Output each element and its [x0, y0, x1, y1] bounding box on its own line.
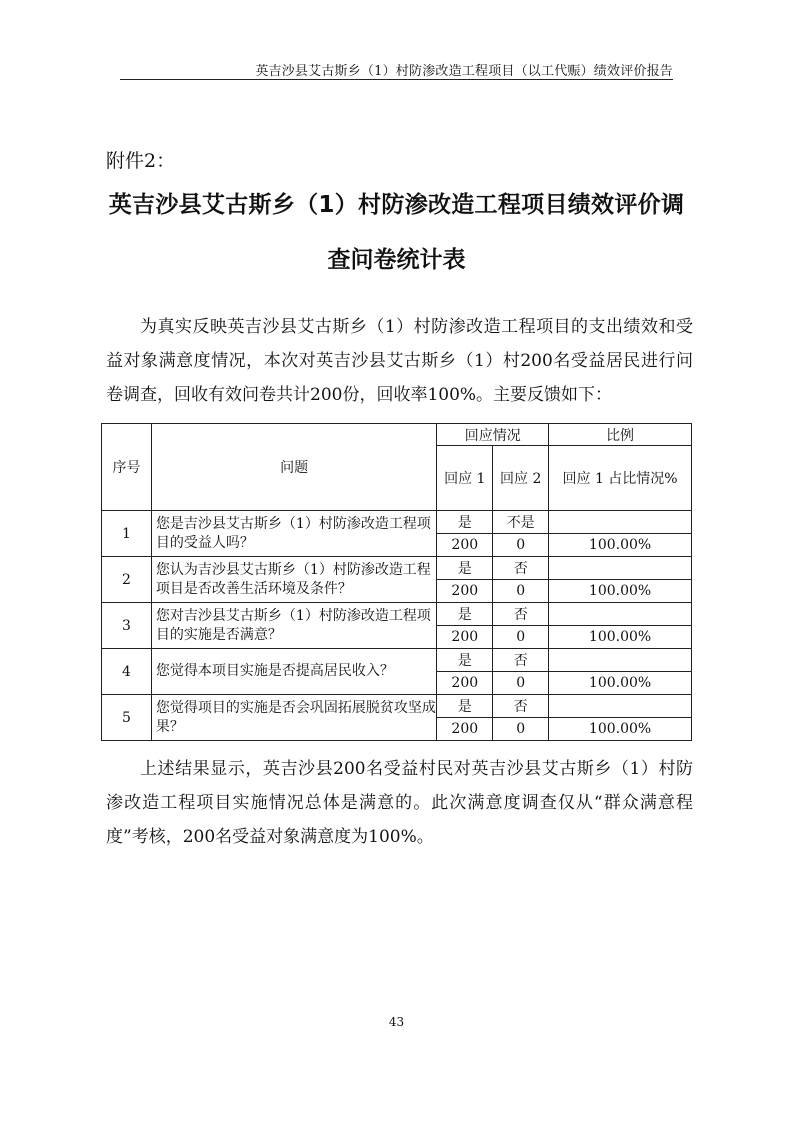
header-seq: 序号: [102, 424, 152, 511]
document-title-line-1: 英吉沙县艾古斯乡（1）村防渗改造工程项目绩效评价调: [108, 192, 685, 218]
table-row: [102, 557, 692, 580]
row-response-1-label: 是: [437, 649, 493, 672]
conclusion-paragraph: 上述结果显示，英吉沙县200名受益村民对英吉沙县艾古斯乡（1）村防渗改造工程项目实施情况总体是满意的。此次满意度调查仅从“群众满意程度”考核，200名受益对象满意度为100%。: [106, 759, 693, 847]
row-question: 您觉得项目的实施是否会巩固拓展脱贫攻坚成果？: [151, 695, 436, 741]
header-divider: [120, 79, 673, 80]
row-seq: 3: [102, 603, 152, 649]
row-ratio-blank: [549, 511, 692, 534]
row-question: 您觉得本项目实施是否提高居民收入？: [151, 649, 436, 695]
page-number: 43: [388, 1015, 405, 1029]
row-response-2-count: 0: [493, 580, 549, 603]
row-response-2-label: 否: [493, 649, 549, 672]
header-response-1: 回应 1: [437, 446, 493, 511]
row-ratio-value: 100.00%: [549, 626, 692, 649]
row-response-2-label: 不是: [493, 511, 549, 534]
running-header: 英吉沙县艾古斯乡（1）村防渗改造工程项目（以工代赈）绩效评价报告: [255, 64, 673, 79]
header-question: 问题: [151, 424, 436, 511]
row-response-1-label: 是: [437, 603, 493, 626]
row-response-1-count: 200: [437, 718, 493, 741]
row-response-1-label: 是: [437, 695, 493, 718]
row-response-2-count: 0: [493, 626, 549, 649]
survey-table: [101, 423, 692, 741]
document-title-line-2: 查问卷统计表: [327, 247, 466, 273]
row-response-2-label: 否: [493, 695, 549, 718]
appendix-label: 附件2：: [106, 150, 176, 172]
row-response-2-label: 否: [493, 603, 549, 626]
row-ratio-value: 100.00%: [549, 534, 692, 557]
row-seq: 1: [102, 511, 152, 557]
row-seq: 4: [102, 649, 152, 695]
row-ratio-blank: [549, 603, 692, 626]
row-ratio-value: 100.00%: [549, 580, 692, 603]
row-question: 您对吉沙县艾古斯乡（1）村防渗改造工程项目的实施是否满意？: [151, 603, 436, 649]
table-row: [102, 603, 692, 626]
header-ratio: 比例: [549, 424, 692, 446]
row-response-1-count: 200: [437, 672, 493, 695]
table-row: [102, 511, 692, 534]
row-question: 您认为吉沙县艾古斯乡（1）村防渗改造工程项目是否改善生活环境及条件？: [151, 557, 436, 603]
table-row: [102, 649, 692, 672]
row-response-1-label: 是: [437, 557, 493, 580]
row-response-2-count: 0: [493, 718, 549, 741]
header-ratio-detail: 回应 1 占比情况%: [549, 446, 692, 511]
row-ratio-value: 100.00%: [549, 718, 692, 741]
row-seq: 2: [102, 557, 152, 603]
row-response-2-count: 0: [493, 672, 549, 695]
row-response-2-label: 否: [493, 557, 549, 580]
row-ratio-blank: [549, 649, 692, 672]
header-response-2: 回应 2: [493, 446, 549, 511]
table-header-row: [102, 424, 692, 446]
table-row: [102, 695, 692, 718]
row-response-1-label: 是: [437, 511, 493, 534]
row-response-1-count: 200: [437, 534, 493, 557]
row-ratio-blank: [549, 695, 692, 718]
row-response-1-count: 200: [437, 626, 493, 649]
row-response-1-count: 200: [437, 580, 493, 603]
row-seq: 5: [102, 695, 152, 741]
intro-paragraph: 为真实反映英吉沙县艾古斯乡（1）村防渗改造工程项目的支出绩效和受益对象满意度情况，本次对英吉沙县艾古斯乡（1）村200名受益居民进行问卷调查，回收有效问卷共计200份，回收率100%。主要反馈如下：: [106, 317, 693, 405]
header-response: 回应情况: [437, 424, 549, 446]
row-response-2-count: 0: [493, 534, 549, 557]
row-ratio-value: 100.00%: [549, 672, 692, 695]
row-ratio-blank: [549, 557, 692, 580]
row-question: 您是吉沙县艾古斯乡（1）村防渗改造工程项目的受益人吗？: [151, 511, 436, 557]
